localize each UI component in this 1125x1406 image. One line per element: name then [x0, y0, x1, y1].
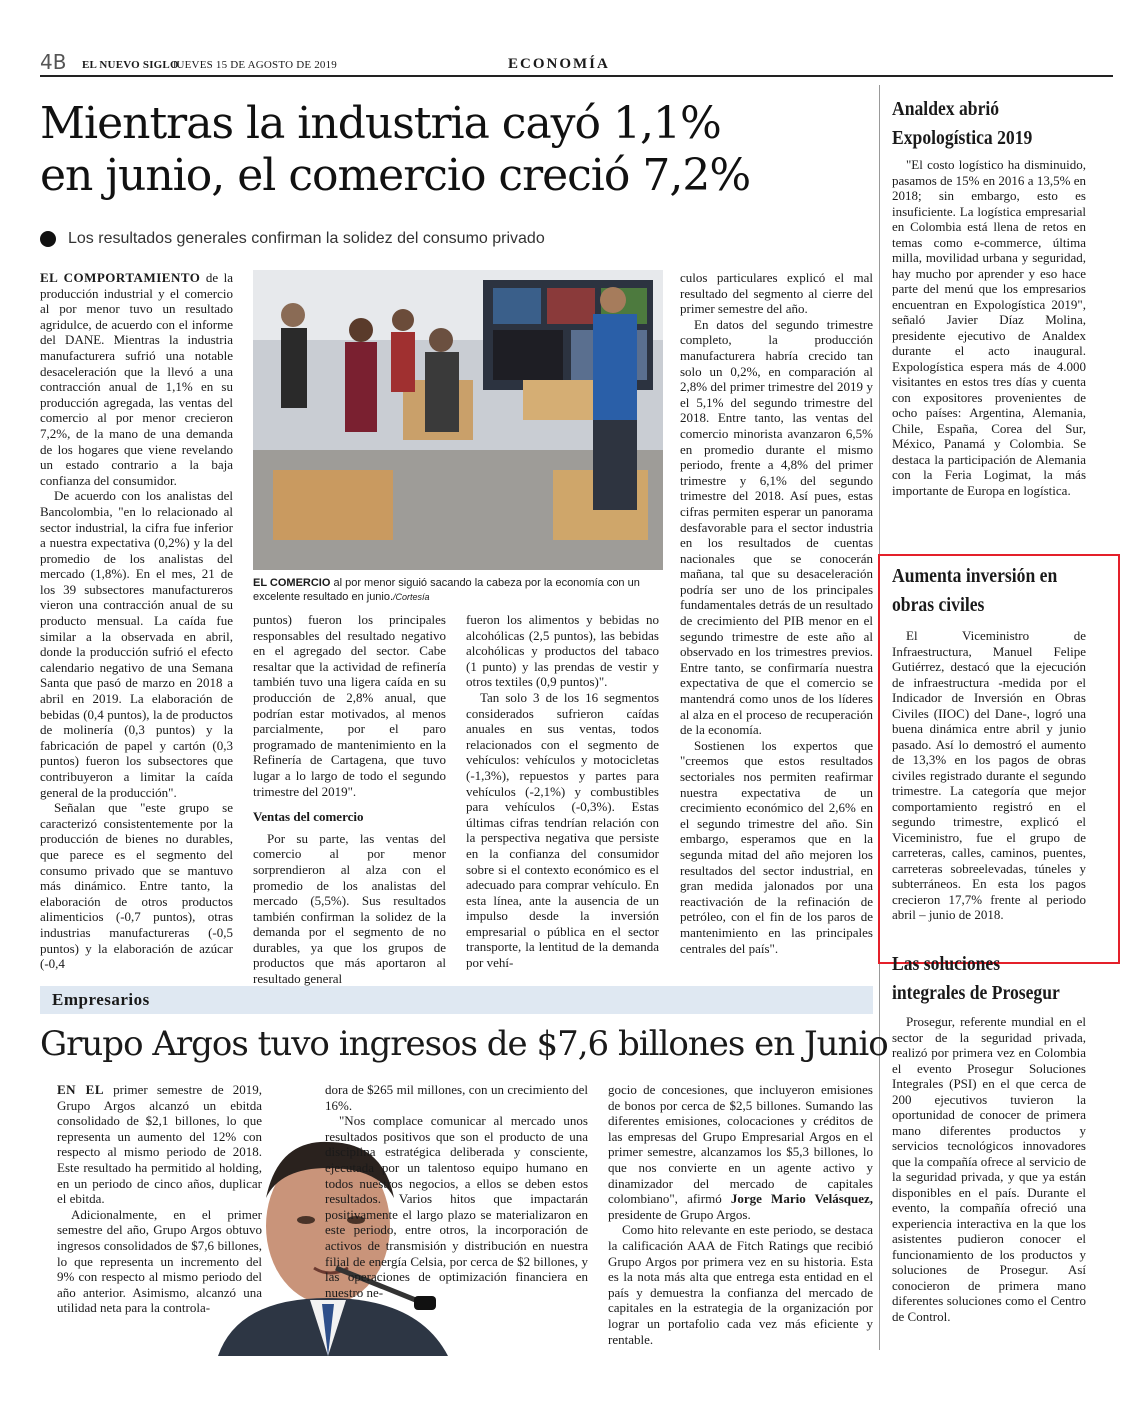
main-article-col2 [253, 612, 446, 987]
page-number: 4B [40, 50, 67, 74]
main-article-lead: EL COMPORTAMIENTO [40, 270, 201, 285]
main-headline [40, 98, 860, 202]
main-article-col3 [466, 612, 659, 974]
main-col3-p2: Tan solo 3 de los 16 segmentos considerados sufrieron caídas anuales en sus ventas, todos relacionados con el segmento de vehículos: vehículos y motocicletas (-1,3%), repuestos y partes para vehículos (-2,1%) y combustibles para vehículos (-0,3%). Estas últimas cifras tendrían relación con la perspectiva negativa que persiste en la confianza del consumidor sobre si el contexto económico es el adecuado para comprar vehículo. En esta línea, ante la ausencia de un impulso desde la inversión empresarial o pública en el sector transporte, la lentitud de la demanda por vehí- [466, 689, 659, 971]
argos-col3-p1-end: presidente de Grupo Argos. [608, 1206, 751, 1222]
argos-col2 [325, 1082, 588, 1347]
argos-col3-p1: gocio de concesiones, que incluyeron emisiones de bonos por cerca de $2,5 billones. Sumando las diferentes emisiones, colocaciones y créditos de las empresas del Grupo Empresarial Argos en el primer semestre, alcanzamos los $5,3 billones, lo que nos convierte en un agente activo y dinamizador del mercado de capitales colombiano", afirmó [608, 1082, 873, 1207]
obras-title-line2: obras civiles [892, 594, 985, 616]
obras-title-line1: Aumenta inversión en [892, 565, 1058, 587]
issue-date: JUEVES 15 DE AGOSTO DE 2019 [172, 59, 338, 71]
argos-headline: Grupo Argos tuvo ingresos de $7,6 billones en Junio [40, 1024, 888, 1064]
store-photo [253, 270, 663, 570]
main-col2-subhead: Ventas del comercio [253, 809, 364, 825]
argos-col1-p2: Adicionalmente, en el primer semestre del año, Grupo Argos obtuvo ingresos consolidados de $7,6 billones, lo que representa un incremento del 9% con respecto al mismo periodo del año anterior. Asimismo, alcanzó una utilidad neta para la controla- [57, 1206, 262, 1316]
photo-caption [253, 576, 663, 604]
argos-col1-p1: primer semestre de 2019, Grupo Argos alcanzó un ebitda consolidado de $2,1 billones, lo que representa un aumento del 12% con respecto al mismo periodo de 2018. Este resultado ha permitido al holding, en un periodo de cinco años, duplicar el ebitda. [57, 1082, 263, 1207]
main-headline-line2: en junio, el comercio creció 7,2% [40, 150, 751, 201]
main-col2-p1: puntos) fueron los principales responsables del resultado negativo en el agregado del sector. Cabe resaltar que la actividad de refinería también tuvo una ligera caída en su producción de 2,8% anual, que podrían estar motivados, al menos parcialmente, por el paro programado de mantenimiento en la Refinería de Cartagena, que tuvo lugar a lo largo de todo el segundo trimestre del 2019". [253, 612, 446, 799]
argos-col2-p2: "Nos complace comunicar al mercado unos resultados positivos que son el producto de una disciplina estratégica deliberada y consciente, ejecutada por un talentoso equipo humano en todos nuestros negocios, a ellos se deben estos resultados. Varios hitos que impactarán positivamente el largo plazo se materializaron en este periodo, entre otros, la incorporación de activos de transmisión y distribución en nuestra filial de energía Celsia, por cerca de $2 billones, y las operaciones de optimización financiera en nuestro ne- [325, 1113, 588, 1300]
sidebar-item-prosegur [892, 950, 1086, 1359]
argos-col3-p2: Como hito relevante en este periodo, se destaca la calificación AAA de Fitch Ratings que recibió Grupo Argos por primera vez en su historia. Esta es la nota más alta que entrega esta entidad en el país y demuestra la confianza del mercado de capitales en la estrategia de la organización por lograr un portafolio cada vez más eficiente y rentable. [608, 1222, 873, 1347]
photo-caption-text: al por menor siguió sacando la cabeza por la economía con un excelente resultado en junio. [253, 577, 640, 603]
main-article-col4 [680, 270, 873, 974]
obras-text-body: El Viceministro de Infraestructura, Manuel Felipe Gutiérrez, destacó que la ejecución de infraestructura -medida por el Indicador de Inversión en Obras Civiles (IIOC) del Dane-, logró una buena dinámica entre abril y junio pasado. Así lo demostró el aumento de 13,3% en los pagos de obras civiles registrado durante el segundo trimestre. La categoría que mejor comportamiento registró en el segundo trimestre, explicó el Viceministro, fue el grupo de carreteras, calles, caminos, puentes, carreteras sobreelevadas, túneles y subterráneos. En esta los pagos crecieron 17,7% frente al periodo abril – junio de 2018. [892, 628, 1086, 922]
main-col4-p2: En datos del segundo trimestre completo, la producción manufacturera habría crecido tan solo un 0,2%, en comparación al 2,8% del primer trimestre del 2019 y el 5,1% del segundo trimestre del 2018. Entre tanto, las ventas del comercio minorista avanzaron 6,5% en promedio durante el mismo periodo, frente a 4,8% del primer trimestre y 6,1% del segundo trimestre del 2018. Así pues, estas cifras permiten esperar un panorama desfavorable para el sector industria en los resultados de cuentas nacionales que se conocerán mañana, tal que su desaceleración podría ser uno de los principales fundamentales detrás de un resultado de crecimiento del PIB menor en el segundo trimestre de este año al observado en los trimestres previos. Entre tanto, se confirmaría nuestra expectativa de que el comercio se mantendrá como unos de los líderes al alza en el proceso de recuperación de la economía. [680, 316, 873, 738]
photo-caption-lead: EL COMERCIO [253, 577, 331, 589]
sidebar-item-analdex [892, 95, 1086, 537]
sidebar-item-obras-civiles [892, 562, 1086, 938]
argos-lead: EN EL [57, 1082, 104, 1097]
main-col3-p1: fueron los alimentos y bebidas no alcohólicas (2,5 puntos), las bebidas alcohólicas y productos del tabaco (1 punto) y las prendas de vestir y otros textiles (0,9 puntos)". [466, 612, 659, 690]
main-col4-p1: culos particulares explicó el mal resultado del segmento al cierre del primer semestre del año. [680, 270, 873, 317]
main-col4-p3: Sostienen los expertos que "creemos que estos resultados sectoriales nos permiten reafirmar nuestra expectativa de un crecimiento económico del 2,6% en el segundo trimestre del año. Sin embargo, esperamos que en la segunda mitad del año mejoren los resultados del sector industrial, en gran medida jalonados por una reactivación de la refinación de petróleo, con el fin de los paros de mantenimiento en las principales centrales del país". [680, 737, 873, 956]
main-col1-p1: de la producción industrial y el comercio al por menor tuvo un resultado agridulce, de acuerdo con el informe del DANE. Mientras la industria manufacturera sufrió una notable desaceleración que la llevó a una contracción anual de 1,1% en su producción agregada, las ventas del comercio al por menor crecieron 7,2%, de la mano de una demanda de los hogares que viene revelando un estado contrario a la baja confianza del consumidor. [40, 270, 234, 488]
section-label: ECONOMÍA [508, 56, 610, 72]
main-headline-line1: Mientras la industria cayó 1,1% [40, 98, 721, 149]
bullet-icon [40, 231, 56, 247]
photo-credit: /Cortesía [393, 592, 430, 602]
main-article-col1 [40, 270, 233, 974]
header-rule [40, 75, 1113, 77]
obras-text [892, 628, 1086, 938]
prosegur-text [892, 1014, 1086, 1359]
main-col1-p2: De acuerdo con los analistas del Bancolombia, "en lo relacionado al sector industrial, la cifra fue inferior a nuestra expectativa (0,2%) y la del promedio de los analistas del mercado (1,8%). En el mes, 21 de los 39 subsectores manufactureros vieron una contracción anual de su producto mensual. La caída fue similar a la observada en abril, donde la producción sufrió el efecto calendario negativo de una Semana Santa que pasó de marzo en 2018 a abril en 2019. La elaboración de bebidas (0,4 puntos), la de productos de molinería (0,3 puntos) y la fabricación de papel y cartón (0,3 puntos) fueron los subsectores que contribuyeron a limitar la caída general de la producción". [40, 488, 233, 800]
main-col1-p3: Señalan que "este grupo se caracterizó consistentemente por la producción de bienes no durables, que parece es el segmento del consumo privado que se mantuvo más dinámico. Entre tanto, la elaboración de otros productos alimenticios (-0,7 puntos), otras industrias manufactureras (-0,5 puntos) y la elaboración de azúcar (-0,4 [40, 800, 233, 972]
main-subhead [40, 230, 860, 248]
prosegur-title-line1: Las soluciones [892, 953, 1001, 975]
prosegur-text-body: Prosegur, referente mundial en el sector de la seguridad privada, realizó por primera vez en Colombia el evento Prosegur Soluciones Integrales (PSI) en el que cerca de 200 ejecutivos tuvieron la oportunidad de conocer de primera mano diferentes productos y servicios tecnológicos innovadores que la compañía ofrece al servicio de la seguridad privada, y que ya están disponibles en el país. Durante el evento, la compañía ofreció una experiencia interactiva en la que los asistentes pudieron conocer el funcionamiento de los productos y soluciones de Prosegur. Así conocieron de primera mano diferentes soluciones como el Centro de Control. [892, 1014, 1086, 1324]
argos-quote-name: Jorge Mario Velásquez, [730, 1191, 873, 1207]
analdex-text [892, 157, 1086, 537]
prosegur-title-line2: integrales de Prosegur [892, 982, 1060, 1004]
analdex-text-body: "El costo logístico ha disminuido, pasamos de 15% en 2016 a 13,5% en 2018; sin embargo, esto es insuficiente. La logística empresarial en Colombia está llena de retos en temas como e-commerce, última milla, movilidad urbana y seguridad, hay mucho por aprender y eso hace parte del menú que los empresarios encuentran en Expologística 2019", señaló Javier Díaz Molina, presidente ejecutivo de Analdex durante el acto inaugural. Expologística espera más de 4.000 visitantes en estos tres días y cuenta con expositores provenientes de ocho países: Argentina, Alemania, Chile, España, Corea del Sur, México, Panamá y Colombia. Se destaca la participación de Alemania con la Feria Logimat, la más importante de Europa en logística. [892, 157, 1086, 498]
newspaper-name: EL NUEVO SIGLO [82, 59, 179, 71]
store-photo-illustration [253, 270, 663, 570]
argos-col2-p1: dora de $265 mil millones, con un crecimiento del 16%. [325, 1082, 588, 1113]
main-subhead-text: Los resultados generales confirman la solidez del consumo privado [68, 230, 545, 247]
analdex-title-line2: Expologística 2019 [892, 127, 1033, 149]
empresarios-band [40, 986, 873, 1014]
argos-col3 [608, 1082, 873, 1347]
empresarios-label: Empresarios [52, 990, 150, 1009]
analdex-title-line1: Analdex abrió [892, 98, 1000, 120]
main-col2-p2: Por su parte, las ventas del comercio al por menor sorprendieron al alza con el promedio de los analistas del mercado (5,5%). Sus resultados también confirman la solidez de la demanda por el segmento de no durables, ya que los grupos de productos que más aportaron al resultado general [253, 830, 446, 987]
